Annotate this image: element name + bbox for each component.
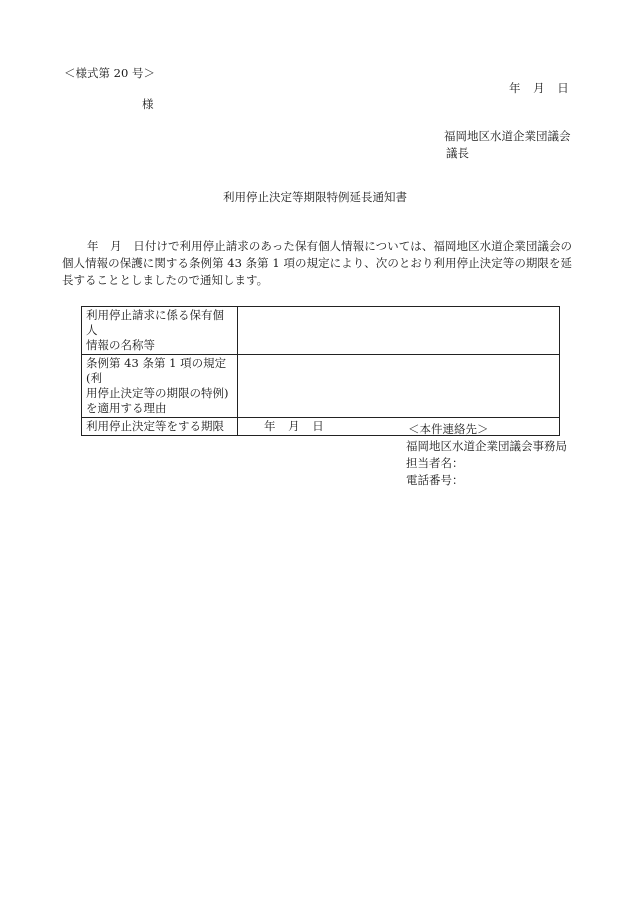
- table-row: [82, 355, 560, 418]
- table-label-cell: [82, 307, 238, 355]
- table-label-cell: [82, 418, 238, 436]
- contact-phone-label: 電話番号：: [406, 473, 464, 487]
- contact-block: [406, 421, 567, 489]
- table-label-cell: [82, 355, 238, 418]
- deadline-date-value: 年 月 日: [238, 418, 560, 436]
- document-title: 利用停止決定等期限特例延長通知書: [223, 190, 407, 204]
- table-value-cell: [238, 307, 560, 355]
- label-line: 条例第 43 条第 1 項の規定(利: [86, 356, 227, 385]
- label-line: 情報の名称等: [86, 338, 155, 352]
- label-line: 利用停止請求に係る保有個人: [86, 308, 224, 337]
- body-text: 利用停止請求のあった保有個人情報については、福岡地区水道企業団議会の個人情報の保護に関する条例第 43 条第 1 項の規定により、次のとおり利用停止決定等の期限を延長することとしましたので通知します。: [62, 239, 573, 287]
- label-line: を適用する理由: [86, 401, 167, 415]
- body-paragraph: [62, 238, 572, 289]
- label-line: 利用停止決定等をする期限: [86, 419, 224, 433]
- contact-office: 福岡地区水道企業団議会事務局: [406, 439, 567, 453]
- contact-heading: ＜本件連絡先＞: [408, 422, 489, 436]
- issue-date-line: 年 月 日: [509, 81, 569, 95]
- table-row: [82, 307, 560, 355]
- body-date-prefix: 年 月 日付けで: [87, 239, 180, 253]
- table-value-cell: [238, 355, 560, 418]
- sender-title: 議長: [446, 146, 469, 160]
- label-line: 用停止決定等の期限の特例): [86, 386, 229, 400]
- form-number-label: ＜様式第 20 号＞: [64, 66, 155, 80]
- info-table: [81, 306, 560, 436]
- contact-person-label: 担当者名：: [406, 456, 464, 470]
- sender-organization: 福岡地区水道企業団議会: [444, 129, 571, 143]
- addressee-suffix: 様: [142, 97, 154, 111]
